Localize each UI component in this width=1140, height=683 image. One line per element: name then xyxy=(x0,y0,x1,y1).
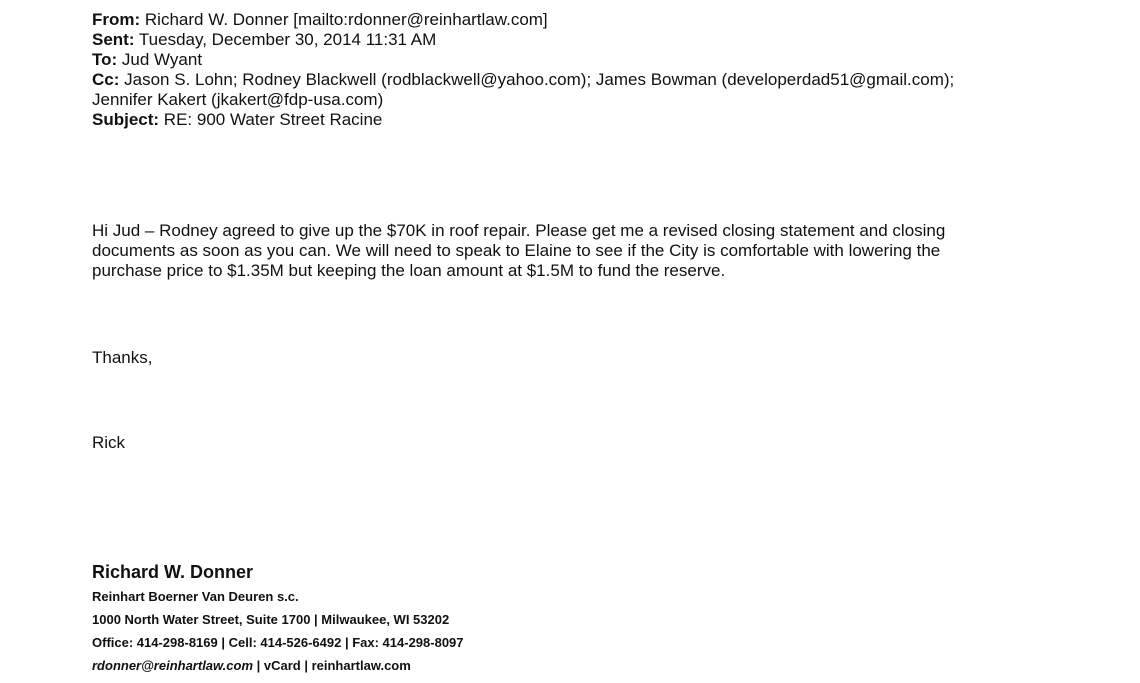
signature-contact-line xyxy=(92,658,411,674)
from-value: Richard W. Donner [mailto:rdonner@reinhartlaw.com] xyxy=(144,10,548,29)
signature-phones: Office: 414-298-8169 | Cell: 414-526-6492 | Fax: 414-298-8097 xyxy=(92,635,464,650)
thanks-text: Thanks, xyxy=(92,348,153,367)
sent-line xyxy=(92,30,436,50)
cc-line xyxy=(92,70,954,90)
subject-value: RE: 900 Water Street Racine xyxy=(163,110,383,129)
signature-name: Richard W. Donner xyxy=(92,562,254,582)
message-line-1: Hi Jud – Rodney agreed to give up the $70K in roof repair. Please get me a revised closing statement and closing xyxy=(92,221,946,240)
cc-label: Cc: xyxy=(92,70,120,89)
from-line xyxy=(92,10,548,30)
to-value: Jud Wyant xyxy=(121,50,203,69)
from-label: From: xyxy=(92,10,141,29)
to-line xyxy=(92,50,202,70)
to-label: To: xyxy=(92,50,118,69)
signature-email: rdonner@reinhartlaw.com xyxy=(92,658,254,673)
message-line-3: purchase price to $1.35M but keeping the loan amount at $1.5M to fund the reserve. xyxy=(92,261,726,280)
subject-line xyxy=(92,110,382,130)
signoff-text: Rick xyxy=(92,433,126,452)
sent-value: Tuesday, December 30, 2014 11:31 AM xyxy=(138,30,437,49)
signature-firm: Reinhart Boerner Van Deuren s.c. xyxy=(92,589,299,604)
signature-links: | vCard | reinhartlaw.com xyxy=(253,658,411,673)
cc-value-continued: Jennifer Kakert (jkakert@fdp-usa.com) xyxy=(92,90,384,109)
sent-label: Sent: xyxy=(92,30,135,49)
cc-value: Jason S. Lohn; Rodney Blackwell (rodblackwell@yahoo.com); James Bowman (developerdad51@gmail.com); xyxy=(124,70,955,89)
message-line-2: documents as soon as you can. We will need to speak to Elaine to see if the City is comfortable with lowering the xyxy=(92,241,941,260)
cc-line-continued xyxy=(92,90,383,110)
subject-label: Subject: xyxy=(92,110,160,129)
signature-address: 1000 North Water Street, Suite 1700 | Milwaukee, WI 53202 xyxy=(92,612,450,627)
